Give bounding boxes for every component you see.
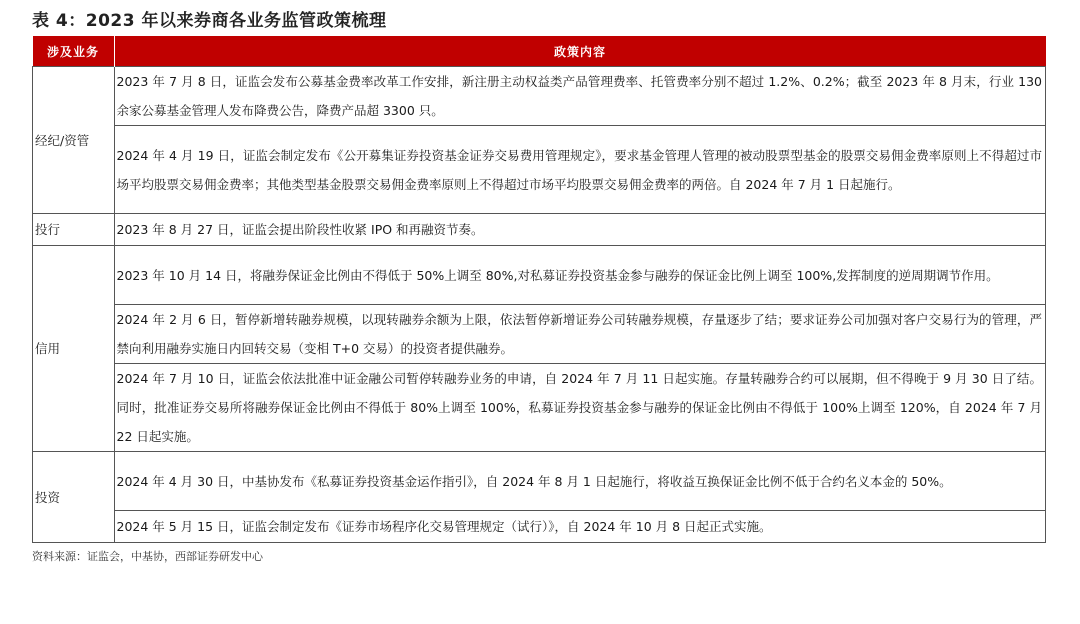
header-policy-content: 政策内容 (114, 36, 1046, 67)
policy-cell: 2024 年 5 月 15 日，证监会制定发布《证券市场程序化交易管理规定（试行）》，自 2024 年 10 月 8 日起正式实施。 (114, 511, 1046, 543)
table-row (33, 214, 1046, 246)
table-row (33, 67, 1046, 126)
document-page (32, 6, 1046, 569)
policy-cell: 2024 年 4 月 30 日，中基协发布《私募证券投资基金运作指引》，自 2024 年 8 月 1 日起施行，将收益互换保证金比例不低于合约名义本金的 50%。 (114, 452, 1046, 511)
table-row (33, 364, 1046, 452)
table-row (33, 511, 1046, 543)
business-cell-credit: 信用 (33, 246, 115, 452)
table-title: 表 4：2023 年以来券商各业务监管政策梳理 (32, 11, 387, 31)
table-row (33, 126, 1046, 214)
business-cell-investment: 投资 (33, 452, 115, 543)
policy-cell: 2024 年 4 月 19 日，证监会制定发布《公开募集证券投资基金证券交易费用管理规定》，要求基金管理人管理的被动股票型基金的股票交易佣金费率原则上不得超过市场平均股票交易佣金费率；其他类型基金股票交易佣金费率原则上不得超过市场平均股票交易佣金费率的两倍。自 2024 年 7 月 1 日起施行。 (114, 126, 1046, 214)
policy-cell: 2023 年 10 月 14 日，将融券保证金比例由不得低于 50%上调至 80%,对私募证券投资基金参与融券的保证金比例上调至 100%,发挥制度的逆周期调节作用。 (114, 246, 1046, 305)
header-business: 涉及业务 (33, 36, 115, 67)
table-row (33, 452, 1046, 511)
business-cell-ib: 投行 (33, 214, 115, 246)
table-row (33, 246, 1046, 305)
policy-cell: 2024 年 2 月 6 日，暂停新增转融券规模，以现转融券余额为上限，依法暂停新增证券公司转融券规模，存量逐步了结；要求证券公司加强对客户交易行为的管理，严禁向利用融券实施日内回转交易（变相 T+0 交易）的投资者提供融券。 (114, 305, 1046, 364)
policy-cell: 2023 年 7 月 8 日，证监会发布公募基金费率改革工作安排，新注册主动权益类产品管理费率、托管费率分别不超过 1.2%、0.2%；截至 2023 年 8 月末，行业 130 余家公募基金管理人发布降费公告，降费产品超 3300 只。 (114, 67, 1046, 126)
table-header-row (33, 36, 1046, 67)
policy-table (32, 36, 1046, 543)
table-row (33, 305, 1046, 364)
policy-cell: 2023 年 8 月 27 日，证监会提出阶段性收紧 IPO 和再融资节奏。 (114, 214, 1046, 246)
policy-cell: 2024 年 7 月 10 日，证监会依法批准中证金融公司暂停转融券业务的申请，自 2024 年 7 月 11 日起实施。存量转融券合约可以展期，但不得晚于 9 月 30 日了结。同时，批准证券交易所将融券保证金比例由不得低于 80%上调至 100%，私募证券投资基金参与融券的保证金比例由不得低于 100%上调至 120%，自 2024 年 7 月 22 日起实施。 (114, 364, 1046, 452)
source-note: 资料来源：证监会，中基协，西部证券研发中心 (32, 550, 263, 563)
business-cell-brokerage: 经纪/资管 (33, 67, 115, 214)
